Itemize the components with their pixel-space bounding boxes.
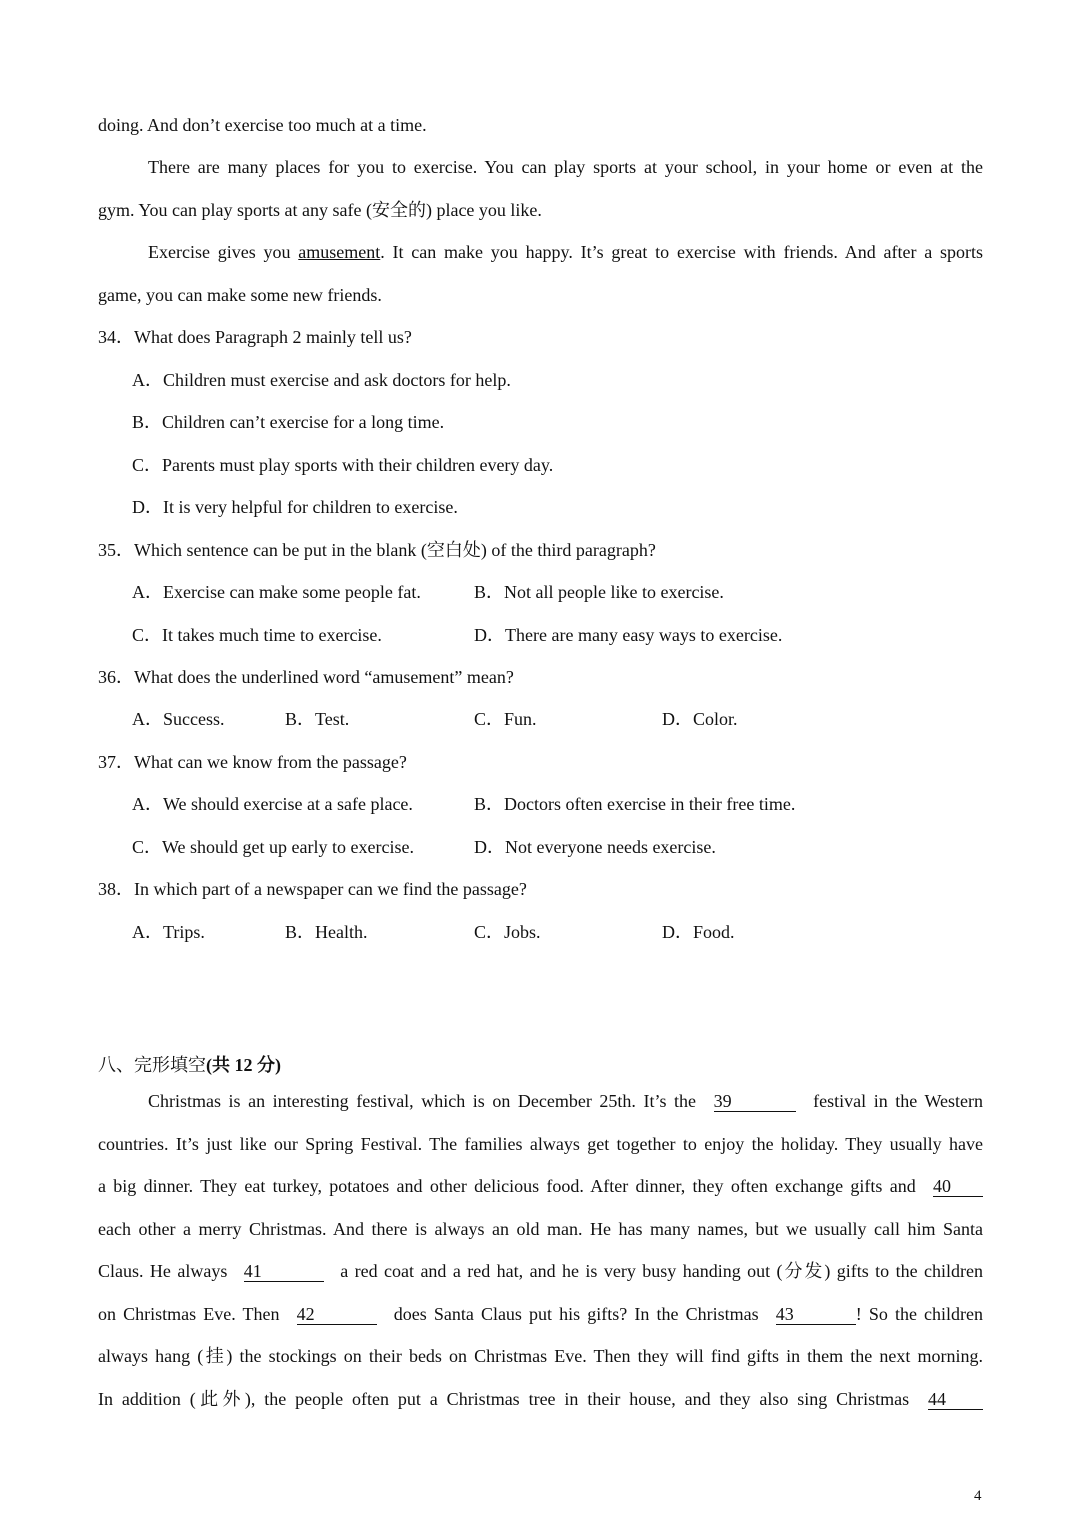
cloze-text: does Santa Claus put his gifts? In the Christmas: [393, 1304, 759, 1324]
cloze-text: a red coat and a red hat, and he is very busy handing out (分发) gifts to the children: [340, 1261, 984, 1281]
question-option: C．We should get up early to exercise.: [132, 837, 414, 857]
page-number: 4: [974, 1488, 982, 1504]
cloze-line: [148, 1089, 983, 1113]
cloze-blank-41: 41: [244, 1261, 324, 1282]
question-option: A．Children must exercise and ask doctors for help.: [132, 370, 511, 390]
cloze-line: each other a merry Christmas. And there is always an old man. He has many names, but we usually call him Santa: [98, 1219, 983, 1239]
question-option: B．Not all people like to exercise.: [474, 582, 724, 602]
cloze-line: [98, 1174, 983, 1198]
cloze-blank-44: 44: [928, 1389, 983, 1410]
question-option: C．Parents must play sports with their children every day.: [132, 455, 554, 475]
section-score: (共 12 分): [206, 1055, 281, 1075]
question-option: D．Color.: [662, 709, 738, 729]
question-option: C．Jobs.: [474, 922, 541, 942]
cloze-line: [98, 1387, 983, 1411]
question-option: A．Trips.: [132, 922, 205, 942]
question-option: D．Food.: [662, 922, 735, 942]
cloze-text: on Christmas Eve. Then: [98, 1304, 280, 1324]
section-title: [98, 1053, 281, 1077]
passage-line: There are many places for you to exercise. You can play sports at your school, in your home or even at the: [148, 157, 983, 177]
cloze-text: Christmas is an interesting festival, which is on December 25th. It’s the: [148, 1091, 697, 1111]
question-option: B．Health.: [285, 922, 368, 942]
question-option: D．There are many easy ways to exercise.: [474, 625, 783, 645]
question-stem: 35．Which sentence can be put in the blank (空白处) of the third paragraph?: [98, 540, 656, 560]
cloze-blank-40: 40: [933, 1176, 983, 1197]
cloze-text: In addition (此外), the people often put a Christmas tree in their house, and they also sing Christmas: [98, 1389, 910, 1409]
question-stem: 37．What can we know from the passage?: [98, 752, 407, 772]
question-option: B．Doctors often exercise in their free time.: [474, 794, 796, 814]
cloze-blank-39: 39: [714, 1091, 796, 1112]
cloze-text: Claus. He always: [98, 1261, 228, 1281]
passage-text: . It can make you happy. It’s great to exercise with friends. And after a sports: [380, 242, 983, 262]
section-title-text: 八、完形填空: [98, 1055, 206, 1075]
cloze-line: always hang (挂) the stockings on their beds on Christmas Eve. Then they will find gifts in them the next morning.: [98, 1346, 983, 1366]
cloze-blank-43: 43: [776, 1304, 856, 1325]
question-stem: 34．What does Paragraph 2 mainly tell us?: [98, 327, 412, 347]
passage-line: game, you can make some new friends.: [98, 285, 382, 305]
question-option: C．Fun.: [474, 709, 537, 729]
cloze-text: a big dinner. They eat turkey, potatoes and other delicious food. After dinner, they often exchange gifts and: [98, 1176, 916, 1196]
question-option: B．Test.: [285, 709, 350, 729]
passage-text: Exercise gives you: [148, 242, 299, 262]
question-stem: 36．What does the underlined word “amusement” mean?: [98, 667, 514, 687]
cloze-line: [98, 1259, 983, 1283]
passage-line: [148, 240, 983, 264]
cloze-line: countries. It’s just like our Spring Festival. The families always get together to enjoy the holiday. They usually have: [98, 1134, 983, 1154]
question-option: C．It takes much time to exercise.: [132, 625, 382, 645]
cloze-text: festival in the Western: [813, 1091, 983, 1111]
underlined-word-amusement: amusement: [298, 242, 381, 262]
passage-line: doing. And don’t exercise too much at a time.: [98, 115, 427, 135]
passage-line: gym. You can play sports at any safe (安全的) place you like.: [98, 200, 542, 220]
cloze-line: [98, 1302, 983, 1326]
cloze-blank-42: 42: [297, 1304, 377, 1325]
question-stem: 38．In which part of a newspaper can we find the passage?: [98, 879, 527, 899]
question-option: D．It is very helpful for children to exercise.: [132, 497, 458, 517]
question-option: D．Not everyone needs exercise.: [474, 837, 716, 857]
question-option: A．Exercise can make some people fat.: [132, 582, 421, 602]
question-option: A．Success.: [132, 709, 225, 729]
question-option: A．We should exercise at a safe place.: [132, 794, 413, 814]
question-option: B．Children can’t exercise for a long time.: [132, 412, 445, 432]
cloze-text: ! So the children: [855, 1304, 984, 1324]
